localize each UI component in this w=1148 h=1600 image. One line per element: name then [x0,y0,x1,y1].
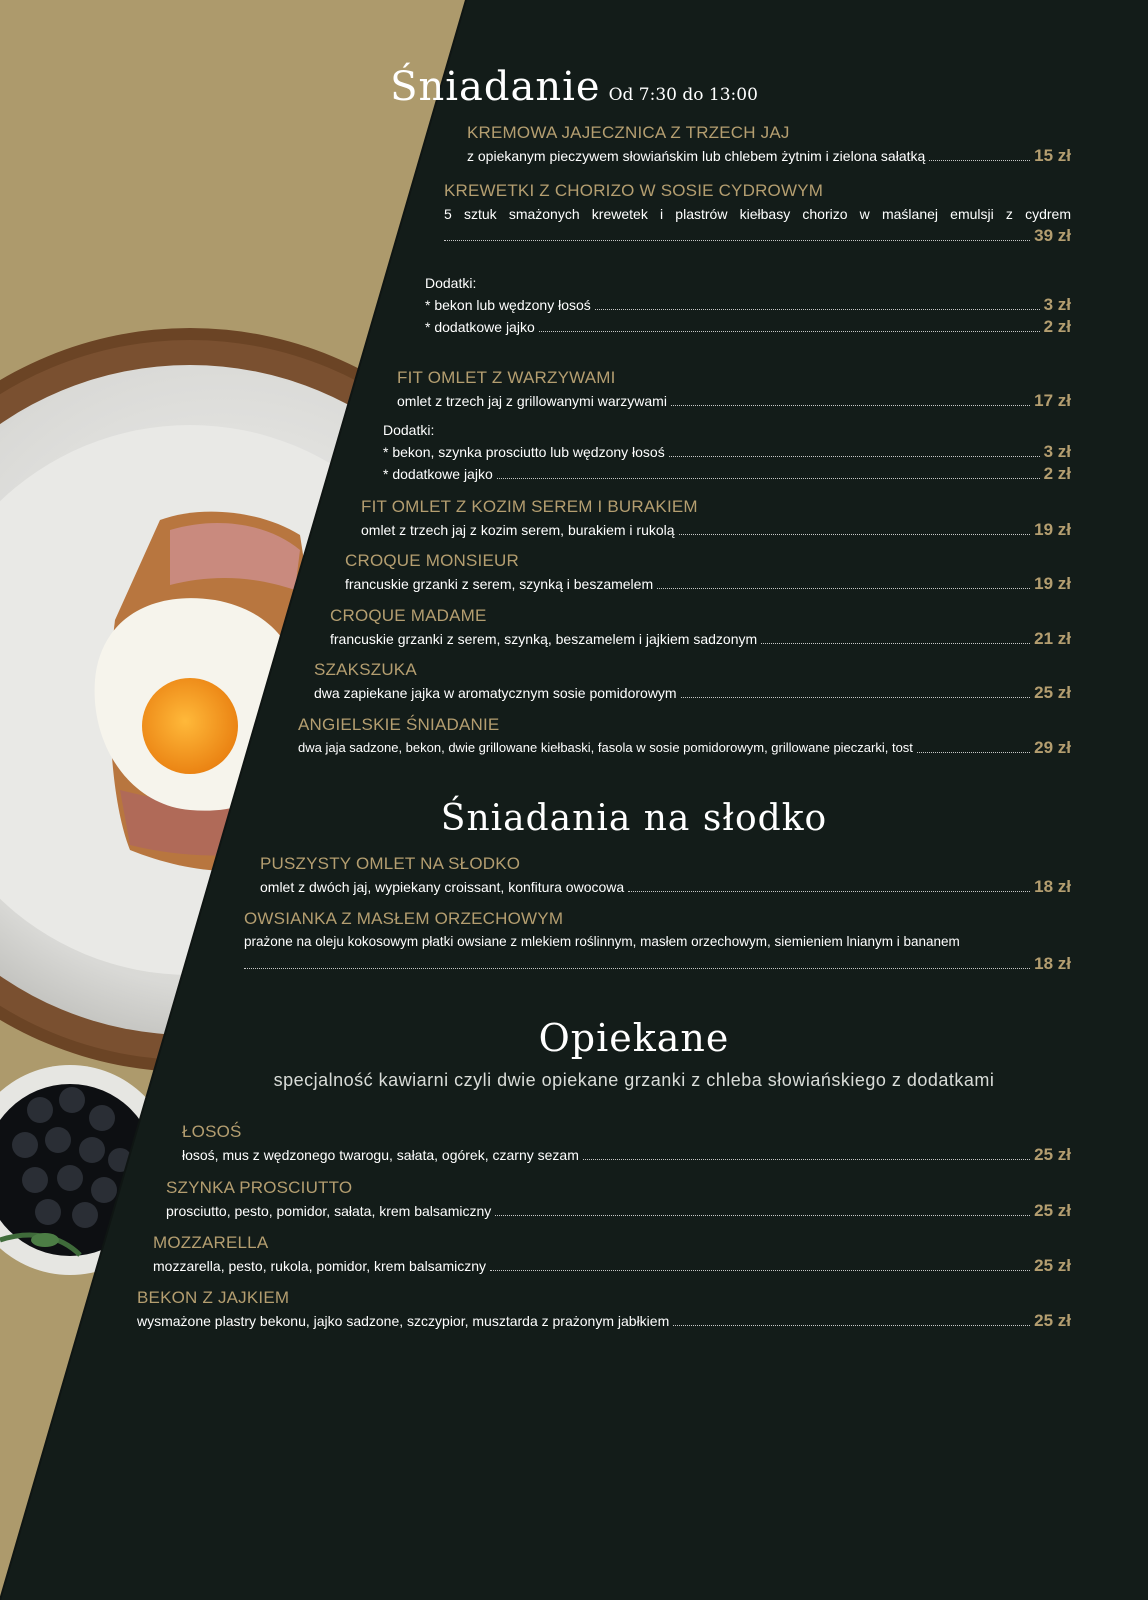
menu-item [260,852,1071,898]
dot-leader [628,891,1030,892]
item-price: 25 zł [1034,683,1071,702]
item-desc: francuskie grzanki z serem, szynką, beszamelem i jajkiem sadzonym [330,631,758,647]
item-price: 19 zł [1034,520,1071,539]
item-desc: francuskie grzanki z serem, szynką i beszamelem [345,576,654,592]
menu-item [361,495,1071,541]
dot-leader [679,534,1031,535]
item-price: 15 zł [1034,146,1071,165]
item-desc: łosoś, mus z wędzonego twarogu, sałata, ogórek, czarny sezam [182,1147,579,1163]
item-name: ŁOSOŚ [182,1122,242,1141]
menu-item [137,1286,1071,1332]
item-price: 18 zł [1034,954,1071,973]
item-price: 18 zł [1034,877,1071,896]
item-name: FIT OMLET Z WARZYWAMI [397,368,616,387]
dot-leader [444,240,1030,241]
item-price: 19 zł [1034,574,1071,593]
dot-leader [929,160,1030,161]
item-price: 25 zł [1034,1256,1071,1275]
item-name: OWSIANKA Z MASŁEM ORZECHOWYM [244,909,564,928]
item-desc: 5 sztuk smażonych krewetek i plastrów kiełbasy chorizo w maślanej emulsji z cydrem [444,206,1071,222]
breakfast-title-text: Śniadanie [390,64,601,110]
item-name: KREWETKI Z CHORIZO W SOSIE CYDROWYM [444,181,824,200]
item-name: FIT OMLET Z KOZIM SEREM I BURAKIEM [361,497,698,516]
addons [383,419,1071,485]
dot-leader [539,331,1040,332]
dot-leader [669,456,1040,457]
menu-item [330,604,1071,650]
addon-price: 2 zł [1043,464,1071,483]
item-name: BEKON Z JAJKIEM [137,1288,290,1307]
item-desc: mozzarella, pesto, rukola, pomidor, krem balsamiczny [153,1258,487,1274]
dot-leader [671,405,1030,406]
addon-name: * dodatkowe jajko [425,319,535,335]
item-name: PUSZYSTY OMLET NA SŁODKO [260,854,521,873]
addon-name: * dodatkowe jajko [383,466,493,482]
breakfast-hours: Od 7:30 do 13:00 [608,85,758,105]
addons-title: Dodatki: [425,275,477,291]
dot-leader [490,1270,1030,1271]
item-desc: z opiekanym pieczywem słowiańskim lub chlebem żytnim i zielona sałatką [467,148,926,164]
item-name: MOZZARELLA [153,1233,269,1252]
breakfast-title [0,64,1148,110]
toasts-title: Opiekane [538,1016,730,1060]
item-desc: prażone na oleju kokosowym płatki owsiane z mlekiem roślinnym, masłem orzechowym, siemieniem lnianym i bananem [244,934,960,949]
addon-price: 3 zł [1043,295,1071,314]
menu-item [298,713,1071,759]
dot-leader [681,697,1031,698]
item-price: 17 zł [1034,391,1071,410]
dot-leader [761,643,1030,644]
item-name: SZYNKA PROSCIUTTO [166,1178,353,1197]
addons [425,272,1071,338]
sweet-title: Śniadania na słodko [440,798,828,839]
dot-leader [673,1325,1030,1326]
item-name: ANGIELSKIE ŚNIADANIE [298,715,500,734]
item-price: 39 zł [1034,226,1071,245]
item-desc: wysmażone plastry bekonu, jajko sadzone, szczypior, musztarda z prażonym jabłkiem [137,1313,670,1329]
menu-item [397,366,1071,412]
item-name: CROQUE MADAME [330,606,487,625]
dot-leader [244,968,1030,969]
menu-item [345,549,1071,595]
dot-leader [595,309,1040,310]
dot-leader [657,588,1030,589]
item-desc: omlet z trzech jaj z grillowanymi warzywami [397,393,667,409]
item-desc: omlet z trzech jaj z kozim serem, burakiem i rukolą [361,522,675,538]
toasts-subtitle: specjalność kawiarni czyli dwie opiekane grzanki z chleba słowiańskiego z dodatkami [273,1070,995,1090]
item-name: CROQUE MONSIEUR [345,551,519,570]
addon-price: 3 zł [1043,442,1071,461]
addons-title: Dodatki: [383,422,435,438]
item-price: 21 zł [1034,629,1071,648]
item-desc: omlet z dwóch jaj, wypiekany croissant, konfitura owocowa [260,879,625,895]
menu-item [314,658,1071,704]
menu-item [166,1176,1071,1222]
menu-item [244,907,1071,975]
dot-leader [495,1215,1030,1216]
egg-yolk [142,678,238,774]
menu-item [444,179,1071,247]
item-price: 25 zł [1034,1145,1071,1164]
menu-item [182,1120,1071,1166]
menu-item [153,1231,1071,1277]
item-desc: prosciutto, pesto, pomidor, sałata, krem balsamiczny [166,1203,492,1219]
item-name: KREMOWA JAJECZNICA Z TRZECH JAJ [467,123,790,142]
addon-name: * bekon lub wędzony łosoś [425,297,591,313]
item-price: 25 zł [1034,1311,1071,1330]
item-desc: dwa jaja sadzone, bekon, dwie grillowane kiełbaski, fasola w sosie pomidorowym, grillowane pieczarki, tost [298,740,913,755]
dot-leader [917,752,1030,753]
addon-name: * bekon, szynka prosciutto lub wędzony łosoś [383,444,665,460]
dot-leader [497,478,1040,479]
addon-price: 2 zł [1043,317,1071,336]
item-price: 29 zł [1034,738,1071,757]
item-price: 25 zł [1034,1201,1071,1220]
item-name: SZAKSZUKA [314,660,417,679]
dot-leader [583,1159,1030,1160]
item-desc: dwa zapiekane jajka w aromatycznym sosie pomidorowym [314,685,677,701]
menu-item [467,121,1071,167]
